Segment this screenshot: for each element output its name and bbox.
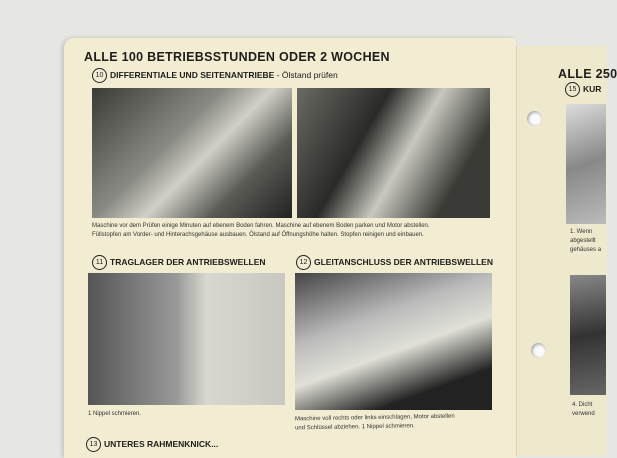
- section-number: 10: [92, 68, 107, 83]
- caption-line: verwend: [572, 411, 595, 417]
- heading-text: KUR: [583, 83, 602, 94]
- punch-hole: [527, 111, 542, 126]
- section-number: 13: [86, 437, 101, 452]
- section-12-heading: [296, 255, 493, 270]
- caption-line: abgestellt: [570, 238, 596, 244]
- section-15-heading: [565, 82, 601, 97]
- section-11-heading: [92, 255, 266, 270]
- caption-line: Maschine voll rechts oder links einschlagen, Motor abstellen: [294, 413, 455, 423]
- heading-text: GLEITANSCHLUSS DER ANTRIEBSWELLEN: [314, 256, 493, 267]
- caption-line: und Schlüssel abziehen. 1 Nippel schmieren.: [295, 423, 415, 432]
- section-number: 11: [92, 255, 107, 270]
- photo-right-2: [570, 275, 606, 395]
- caption-line: 1. Wenn: [570, 229, 593, 235]
- heading-text: UNTERES RAHMENKNICK...: [104, 438, 219, 449]
- right-page-title: ALLE 250: [558, 67, 617, 81]
- photo-differential: [92, 88, 292, 218]
- section-10-caption: [92, 222, 430, 240]
- caption-line: Maschine vor dem Prüfen einige Minuten auf ebenem Boden fahren. Maschine auf ebenem Boden parken und Motor abstellen.: [92, 223, 430, 229]
- subheading: - Ölstand prüfen: [276, 69, 338, 80]
- section-number: 12: [296, 255, 311, 270]
- photo-slip-joint: [295, 273, 492, 410]
- section-number: 15: [565, 82, 580, 97]
- photo-axle-plug: [297, 88, 490, 218]
- photo-support-bearing: [88, 273, 285, 405]
- photo-right-1: [566, 104, 606, 224]
- right-caption-1: [570, 228, 601, 255]
- section-13-heading: [86, 437, 218, 452]
- page-title: ALLE 100 BETRIEBSSTUNDEN ODER 2 WOCHEN: [84, 50, 390, 64]
- section-12-caption: [295, 413, 455, 434]
- caption-line: gehäuses a: [570, 247, 602, 253]
- section-10-heading: [92, 68, 338, 83]
- section-11-caption: 1 Nippel schmieren.: [88, 411, 142, 417]
- heading-text: DIFFERENTIALE UND SEITENANTRIEBE: [110, 69, 275, 80]
- heading-text: TRAGLAGER DER ANTRIEBSWELLEN: [110, 256, 266, 267]
- caption-line: 4. Dicht: [572, 402, 593, 408]
- punch-hole: [531, 343, 546, 358]
- caption-line: Füllstopfen am Vorder- und Hinterachsgehäuse ausbauen. Ölstand auf Öffnungshöhe halten. Stopfen reinigen und einbauen.: [92, 232, 424, 238]
- right-caption-2: [572, 401, 595, 419]
